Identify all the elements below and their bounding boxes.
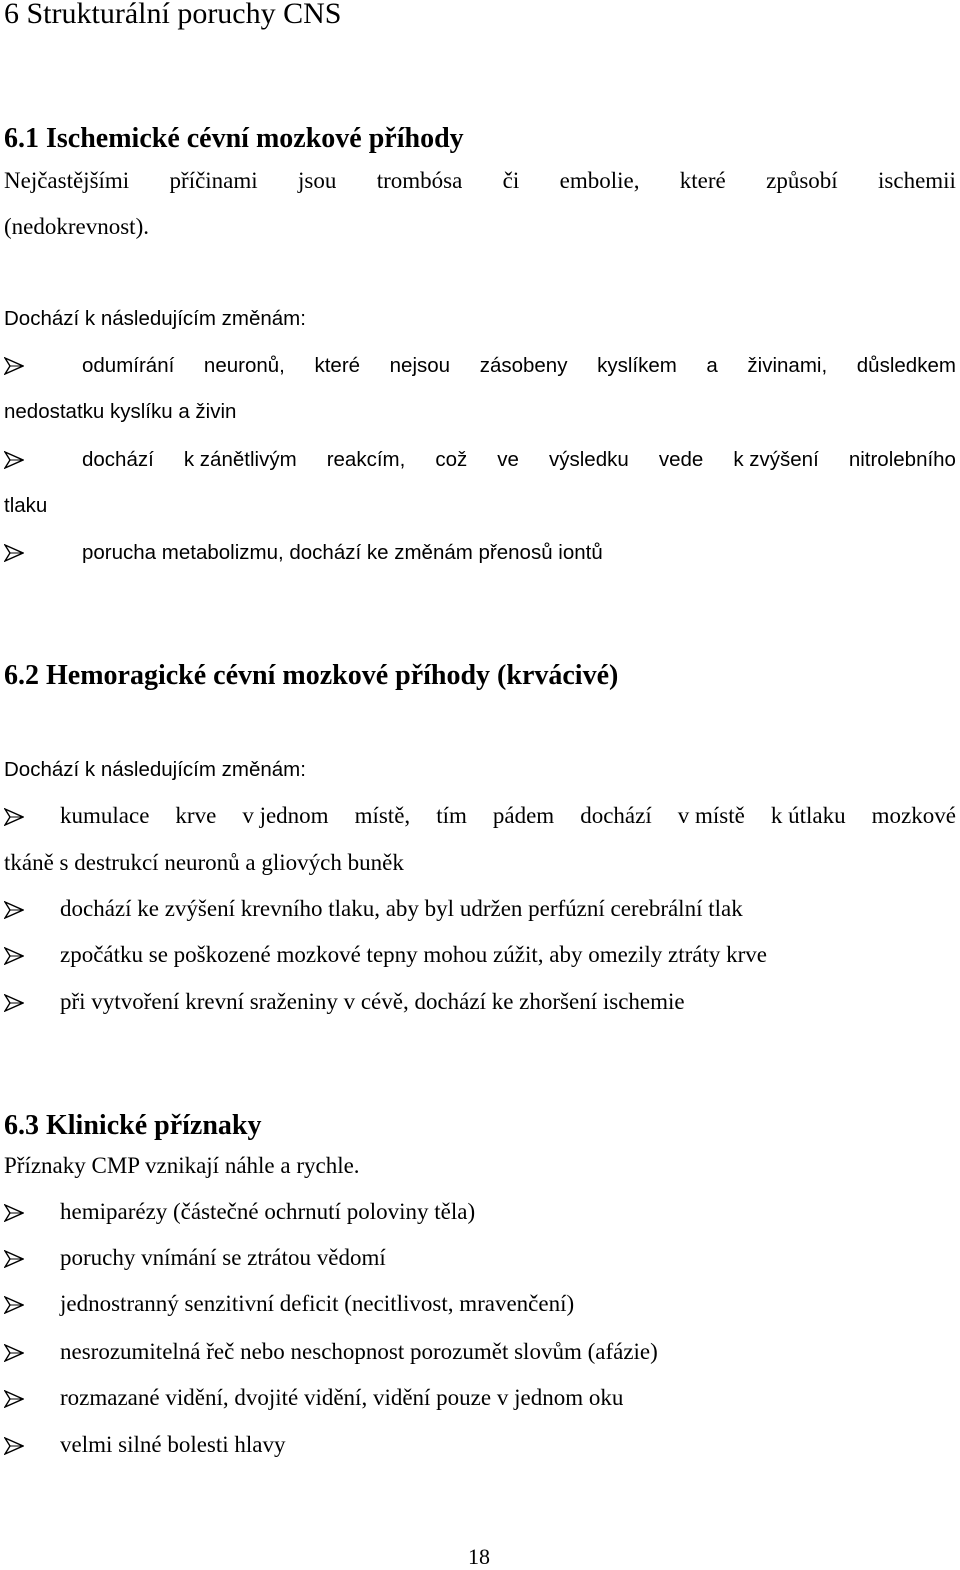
symptom-item: rozmazané vidění, dvojité vidění, vidění pouze v jednom oku	[60, 1385, 624, 1410]
section2-bullet1-word: kumulace	[60, 803, 150, 828]
section1-intro-line	[4, 168, 956, 194]
section1-bullet1-word: nejsou	[389, 354, 451, 377]
section1-bullet2-word: nitrolebního	[848, 448, 956, 471]
arrowhead-bullet-icon	[4, 1437, 26, 1455]
arrowhead-bullet-icon	[4, 1296, 26, 1314]
section2-bullet1-word: místě,	[354, 803, 411, 828]
section1-bullet1-word: které	[314, 354, 361, 377]
section1-intro-word: trombósa	[376, 168, 463, 193]
section1-intro-word: jsou	[298, 168, 337, 193]
section1-intro-word: embolie,	[559, 168, 640, 193]
section1-bullet2-word: vede	[658, 448, 704, 471]
symptom-item: hemiparézy (částečné ochrnutí poloviny těla)	[60, 1199, 476, 1224]
symptom-item: poruchy vnímání se ztrátou vědomí	[60, 1245, 386, 1270]
arrowhead-bullet-icon	[4, 808, 26, 826]
section2-bullet4: při vytvoření krevní sraženiny v cévě, dochází ke zhoršení ischemie	[60, 989, 685, 1014]
section1-bullet1-word: živinami,	[747, 354, 828, 377]
section1-intro-word: příčinami	[169, 168, 258, 193]
arrowhead-bullet-icon	[4, 357, 26, 375]
section2-bullet1-end: tkáně s destrukcí neuronů a gliových buněk	[4, 850, 404, 875]
section2-bullet1-word: tím	[436, 803, 467, 828]
section1-bullet1-line	[82, 354, 956, 378]
section1-bullet1-word: důsledkem	[856, 354, 956, 377]
section1-bullet1-end: nedostatku kyslíku a živin	[4, 400, 237, 423]
section1-bullet1-word: odumírání	[82, 354, 175, 377]
section1-intro-word: způsobí	[766, 168, 838, 193]
section2-bullet1-word: dochází	[580, 803, 652, 828]
chapter-title: 6 Strukturální poruchy CNS	[4, 0, 342, 30]
section2-bullet1-word: v jednom	[242, 803, 329, 828]
section-heading-6-1: 6.1 Ischemické cévní mozkové příhody	[4, 123, 464, 154]
arrowhead-bullet-icon	[4, 1250, 26, 1268]
section1-bullet1-word: zásobeny	[479, 354, 568, 377]
section1-bullet2-word: reakcím,	[326, 448, 406, 471]
section1-intro-word: či	[502, 168, 520, 193]
section2-bullet3: zpočátku se poškozené mozkové tepny mohou zúžit, aby omezily ztráty krve	[60, 942, 768, 967]
section2-bullet1-word: v místě	[677, 803, 745, 828]
section2-bullet1-word: k útlaku	[770, 803, 846, 828]
section1-bullet1-word: a	[706, 354, 718, 377]
section2-bullet1-word: krve	[175, 803, 217, 828]
section1-bullet1-word: kyslíkem	[597, 354, 677, 377]
symptom-item: jednostranný senzitivní deficit (necitlivost, mravenčení)	[60, 1291, 575, 1316]
section1-bullet2-line	[82, 448, 956, 472]
section1-intro-word: které	[679, 168, 726, 193]
section3-intro: Příznaky CMP vznikají náhle a rychle.	[4, 1153, 360, 1178]
section2-bullet1-word: mozkové	[871, 803, 956, 828]
section1-bullet2-word: dochází	[82, 448, 154, 471]
section1-bullet2-word: k zvýšení	[733, 448, 819, 471]
section2-lead: Dochází k následujícím změnám:	[4, 758, 306, 781]
section1-bullet2-end: tlaku	[4, 494, 48, 517]
arrowhead-bullet-icon	[4, 544, 26, 562]
arrowhead-bullet-icon	[4, 947, 26, 965]
arrowhead-bullet-icon	[4, 901, 26, 919]
arrowhead-bullet-icon	[4, 1390, 26, 1408]
section1-intro-word: Nejčastějšími	[4, 168, 130, 193]
page-number: 18	[468, 1544, 490, 1569]
section-heading-6-3: 6.3 Klinické příznaky	[4, 1110, 262, 1141]
arrowhead-bullet-icon	[4, 1204, 26, 1222]
section1-bullet2-word: výsledku	[549, 448, 629, 471]
section1-bullet2-word: k zánětlivým	[183, 448, 297, 471]
section2-bullet1-line	[60, 803, 956, 829]
section-heading-6-2: 6.2 Hemoragické cévní mozkové příhody (krvácivé)	[4, 660, 619, 691]
section1-bullet3: porucha metabolizmu, dochází ke změnám přenosů iontů	[82, 541, 603, 564]
arrowhead-bullet-icon	[4, 451, 26, 469]
section1-intro-word: ischemii	[878, 168, 956, 193]
section2-bullet1-word: pádem	[492, 803, 555, 828]
arrowhead-bullet-icon	[4, 1344, 26, 1362]
section1-bullet2-word: ve	[497, 448, 519, 471]
section1-bullet1-word: neuronů,	[203, 354, 285, 377]
section1-lead: Dochází k následujícím změnám:	[4, 307, 306, 330]
section1-bullet2-word: což	[435, 448, 468, 471]
symptom-item: nesrozumitelná řeč nebo neschopnost porozumět slovům (afázie)	[60, 1339, 658, 1364]
section1-intro-end: (nedokrevnost).	[4, 214, 149, 239]
section2-bullet2: dochází ke zvýšení krevního tlaku, aby byl udržen perfúzní cerebrální tlak	[60, 896, 743, 921]
arrowhead-bullet-icon	[4, 994, 26, 1012]
symptom-item: velmi silné bolesti hlavy	[60, 1432, 286, 1457]
